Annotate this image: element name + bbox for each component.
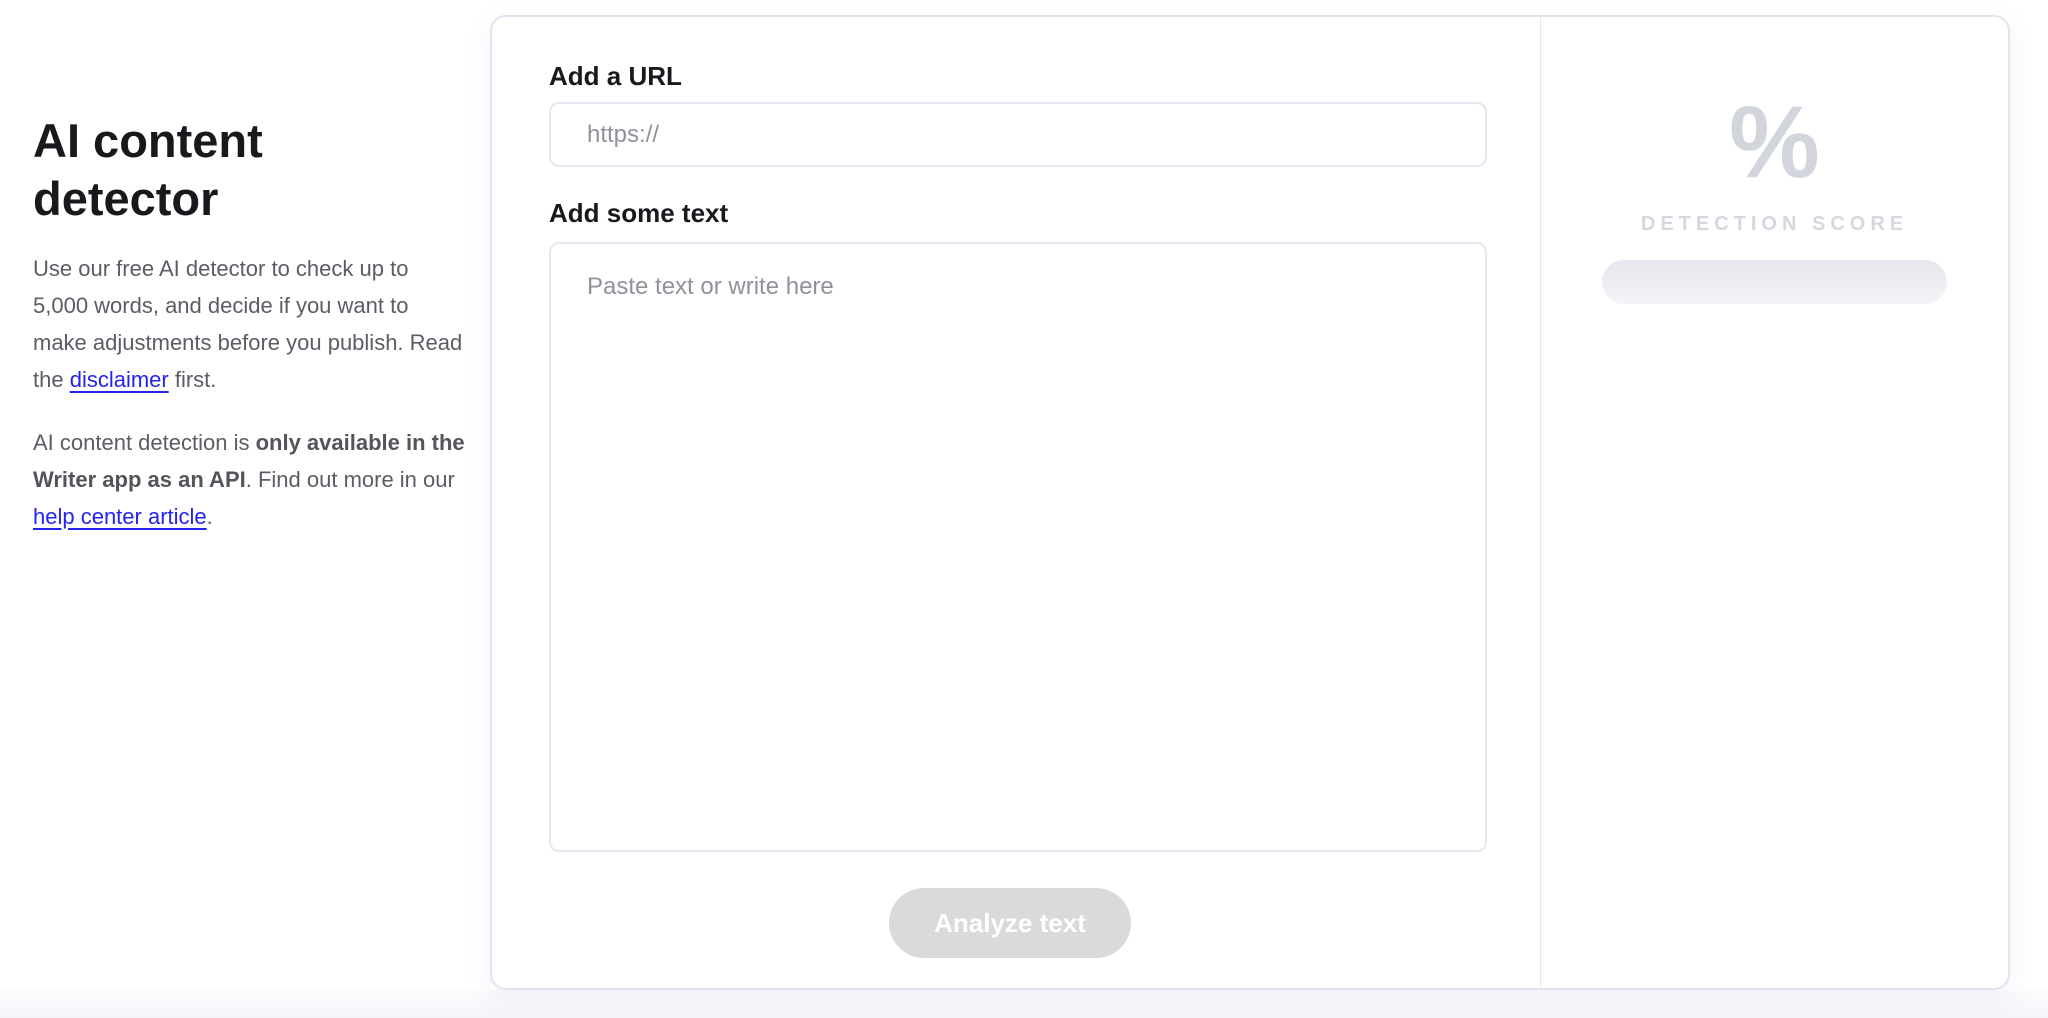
percent-symbol: % (1729, 85, 1820, 199)
api-note-bold: only available in the Writer app as an API (33, 430, 465, 492)
intro-paragraph (33, 250, 465, 398)
intro-text-before: Use our free AI detector to check up to 5,000 words, and decide if you want to make adjustments before you publish. Read the (33, 256, 463, 392)
api-note-paragraph (33, 424, 465, 535)
detector-card (490, 15, 2010, 990)
intro-text-after: first. (168, 367, 217, 392)
page-footer-background (0, 990, 2048, 1018)
url-input[interactable] (549, 102, 1487, 167)
analyze-text-button[interactable]: Analyze text (889, 888, 1131, 958)
help-center-link[interactable]: help center article (33, 504, 207, 529)
score-panel (1541, 17, 2008, 988)
sidebar (33, 112, 465, 535)
form-panel (492, 17, 1540, 988)
page-title: AI content detector (33, 114, 263, 225)
text-input[interactable] (549, 242, 1487, 852)
api-note-start: AI content detection is (33, 430, 256, 455)
api-note-end: . (206, 504, 213, 529)
detection-score-label: DETECTION SCORE (1640, 213, 1909, 235)
score-placeholder-bar (1602, 260, 1947, 304)
url-field-label: Add a URL (549, 61, 682, 91)
disclaimer-link[interactable]: disclaimer (69, 367, 169, 392)
api-note-mid: . Find out more in our (245, 467, 455, 492)
text-field-label: Add some text (549, 198, 729, 228)
